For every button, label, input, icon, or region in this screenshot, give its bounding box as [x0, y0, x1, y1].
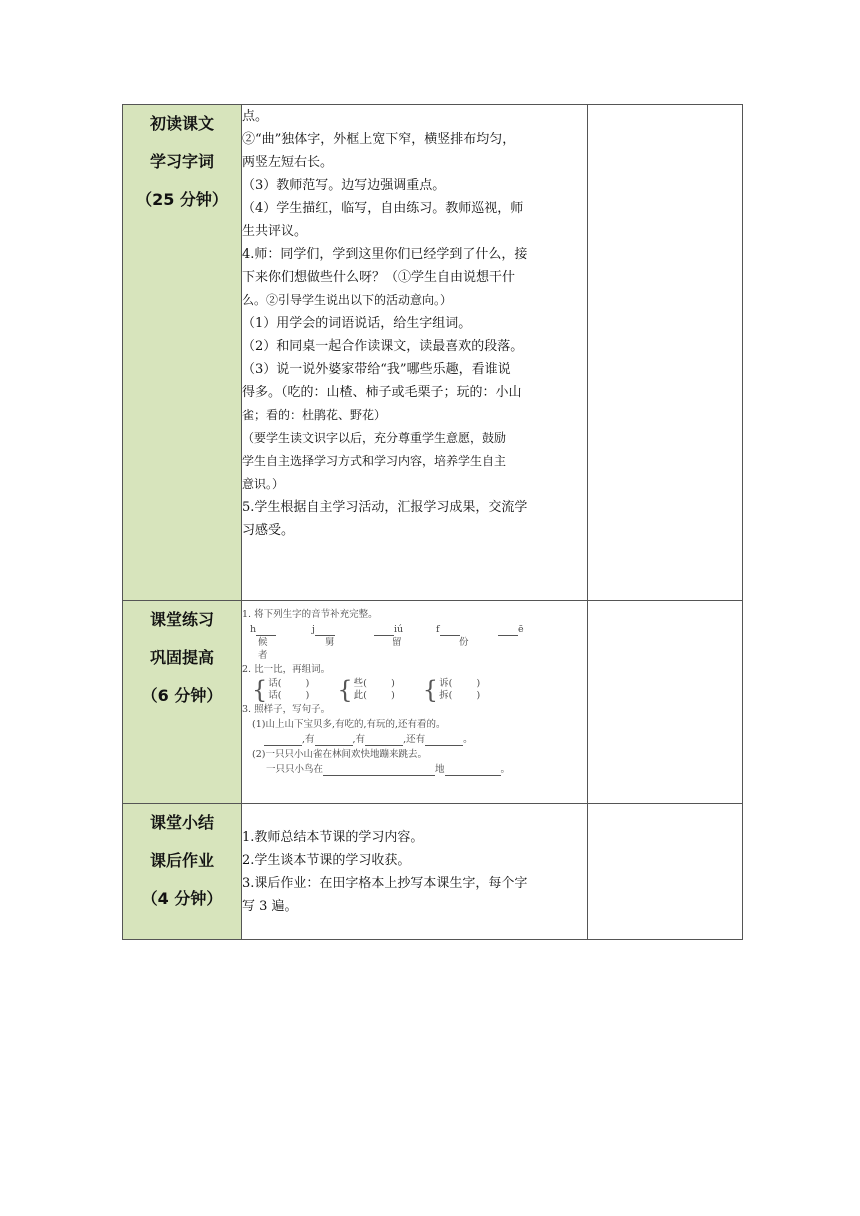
- notes-cell: [588, 601, 743, 804]
- char-item: 留: [392, 637, 402, 648]
- content-line: （1）用学会的词语说话，给生字组词。: [242, 316, 472, 331]
- phase-cell: [123, 804, 242, 940]
- sentence-example-2: (2)一只只小山雀在林间欢快地蹦来跳去。: [252, 749, 427, 760]
- char-item: 舅: [325, 637, 335, 648]
- content-cell: [242, 804, 588, 940]
- phase-duration: （25 分钟）: [136, 190, 228, 209]
- phase-title: 课堂练习: [149, 610, 214, 629]
- phase-subtitle: 学习字词: [149, 152, 214, 171]
- phase-cell: [123, 601, 242, 804]
- content-line: 两竖左短右长。: [242, 155, 334, 170]
- table-row: [123, 601, 743, 804]
- pinyin-item: h: [250, 623, 312, 636]
- content-line: （2）和同桌一起合作读课文，读最喜欢的段落。: [242, 339, 524, 354]
- content-line: 得多。（吃的：山楂、柿子或毛栗子；玩的：小山: [242, 385, 522, 400]
- phase-cell: [123, 105, 242, 601]
- notes-cell: [588, 105, 743, 601]
- exercise-question-1: 1. 将下列生字的音节补充完整。: [242, 609, 378, 620]
- compare-row: [242, 678, 587, 702]
- content-line: 2.学生谈本节课的学习收获。: [242, 853, 411, 868]
- content-line: 写 3 遍。: [242, 899, 298, 914]
- phase-title: 课堂小结: [149, 813, 214, 832]
- content-line: （4）学生描红，临写，自由练习。教师巡视，师: [242, 201, 524, 216]
- content-line: 生共评议。: [242, 224, 308, 239]
- phase-title: 初读课文: [149, 114, 214, 133]
- content-line: （3）说一说外婆家带给“我”哪些乐趣，看谁说: [242, 362, 511, 377]
- sentence-blank-1: ,有 ,有 ,还有 。: [242, 733, 587, 746]
- char-row: [242, 636, 587, 662]
- content-line: 雀；看的：杜鹃花、野花）: [242, 408, 387, 422]
- table-row: [123, 804, 743, 940]
- content-line: 么。②引导学生说出以下的活动意向。）: [242, 293, 453, 307]
- phase-subtitle: 巩固提高: [149, 648, 214, 667]
- content-line: 学生自主选择学习方式和学习内容，培养学生自主: [242, 454, 507, 468]
- content-line: （3）教师范写。边写边强调重点。: [242, 178, 446, 193]
- content-line: 点。: [242, 109, 269, 124]
- notes-cell: [588, 804, 743, 940]
- sentence-blank-2: 一只只小鸟在 地 。: [266, 764, 511, 775]
- table-row: [123, 105, 743, 601]
- lesson-plan-table: [122, 104, 743, 940]
- compare-pair: { 话( ) 话( ): [252, 676, 310, 704]
- exercise-block: [242, 601, 587, 776]
- phase-duration: （6 分钟）: [141, 686, 223, 705]
- content-line: 3.课后作业：在田字格本上抄写本课生字，每个字: [242, 876, 528, 891]
- sentence-example-1: (1)山上山下宝贝多,有吃的,有玩的,还有看的。: [252, 719, 446, 730]
- exercise-cell: [242, 601, 588, 804]
- content-line: 下来你们想做些什么呀？（①学生自由说想干什: [242, 270, 516, 285]
- content-line: 意识。）: [242, 477, 285, 491]
- compare-pair: { 诉( ) 拆( ): [422, 676, 481, 704]
- exercise-question-3: 3. 照样子，写句子。: [242, 704, 331, 715]
- pinyin-item: f: [436, 623, 498, 636]
- content-line: 5.学生根据自主学习活动，汇报学习成果，交流学: [242, 500, 528, 515]
- pinyin-row: [242, 623, 587, 636]
- char-item: 份: [459, 637, 469, 648]
- char-item: 者: [258, 650, 268, 661]
- content-line: 1.教师总结本节课的学习内容。: [242, 830, 424, 845]
- content-line: （要学生读文识字以后，充分尊重学生意愿，鼓励: [242, 431, 507, 445]
- phase-subtitle: 课后作业: [149, 851, 214, 870]
- content-line: ②“曲”独体字，外框上宽下窄，横竖排布均匀，: [242, 132, 516, 147]
- content-lines: [242, 826, 587, 918]
- char-item: 候: [258, 637, 268, 648]
- content-lines: [242, 105, 587, 542]
- exercise-question-2: 2. 比一比，再组词。: [242, 664, 331, 675]
- pinyin-item: ē: [498, 623, 560, 636]
- content-line: 习感受。: [242, 523, 295, 538]
- pinyin-item: iú: [374, 623, 436, 636]
- phase-duration: （4 分钟）: [141, 889, 223, 908]
- content-line: 4.师：同学们，学到这里你们已经学到了什么，接: [242, 247, 528, 262]
- pinyin-item: j: [312, 623, 374, 636]
- content-cell: [242, 105, 588, 601]
- compare-pair: { 些( ) 此( ): [337, 676, 395, 704]
